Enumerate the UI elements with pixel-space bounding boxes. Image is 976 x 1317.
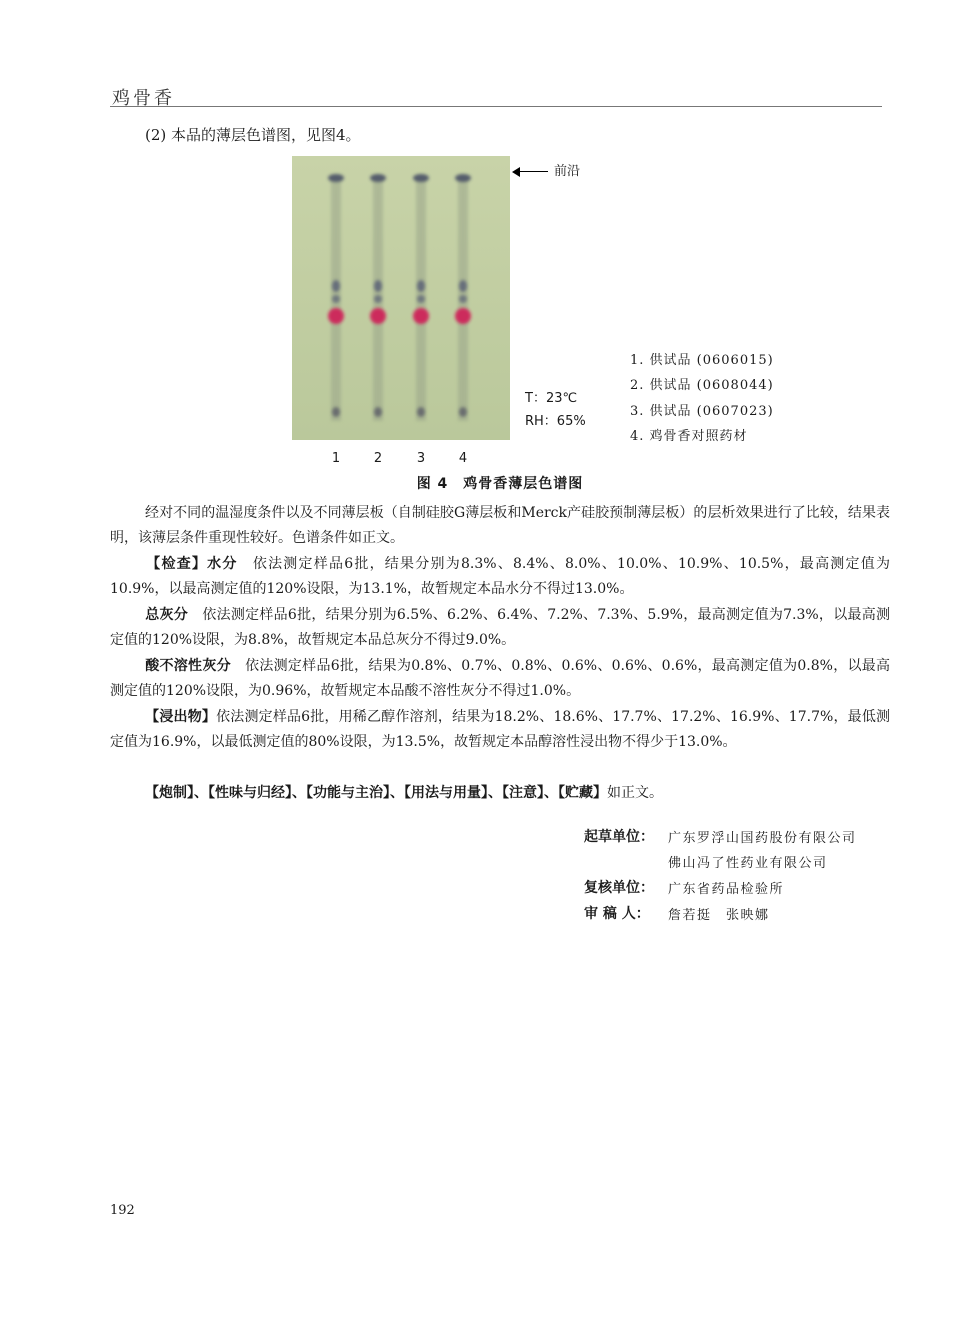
paragraph-text: 如正文。 [607, 785, 663, 801]
front-label: 前沿 [554, 164, 581, 179]
reviewers-label: 审 稿 人： [584, 906, 650, 922]
running-header: 鸡骨香 [112, 88, 175, 109]
paragraph-text: 依法测定样品6批，结果分别为8.3%、8.4%、8.0%、10.0%、10.9%、10.5%，最高测定值为10.9%，以最高测定值的120%设限，为13.1%，故暂规定本品水分不得过13.0%。 [110, 556, 890, 598]
front-spot [413, 174, 429, 182]
band-spot [417, 280, 425, 292]
lane-number: 1 [331, 451, 341, 466]
paragraph-total-ash [110, 603, 890, 654]
lane-number: 2 [373, 451, 383, 466]
band-spot [332, 280, 340, 292]
front-spot [455, 174, 471, 182]
page-number: 192 [110, 1203, 135, 1218]
review-unit-label: 复核单位： [584, 880, 654, 896]
paragraph-text: 依法测定样品6批，结果分别为6.5%、6.2%、6.4%、7.2%、7.3%、5.9%，最高测定值为7.3%，以最高测定值的120%设限，为8.8%，故暂规定本品总灰分不得过9.0%。 [110, 607, 890, 649]
band-spot [417, 295, 425, 303]
drafting-unit-value: 佛山冯了性药业有限公司 [668, 856, 828, 871]
paragraph-other-sections [110, 781, 890, 806]
paragraph-comparison [110, 501, 890, 552]
paragraph-text: 依法测定样品6批，结果为0.8%、0.7%、0.8%、0.6%、0.6%、0.6%，最高测定值为0.8%，以最高测定值的120%设限，为0.96%，故暂规定本品酸不溶性灰分不得过1.0%。 [110, 658, 890, 700]
front-spot [328, 174, 344, 182]
review-unit-value: 广东省药品检验所 [668, 882, 785, 897]
red-spot [455, 308, 471, 324]
paragraph-text: 依法测定样品6批，用稀乙醇作溶剂，结果为18.2%、18.6%、17.7%、17.2%、16.9%、17.7%，最低测定值为16.9%，以最低测定值的80%设限，为13.5%，故暂规定本品醇溶性浸出物不得少于13.0%。 [110, 709, 890, 751]
lane-number: 4 [458, 451, 468, 466]
drafting-unit-label: 起草单位： [584, 829, 654, 845]
band-spot [459, 295, 467, 303]
lane-number: 3 [416, 451, 426, 466]
legend-item: 1. 供试品 (0606015) [630, 353, 774, 368]
red-spot [370, 308, 386, 324]
band-spot [332, 295, 340, 303]
origin-spot [417, 407, 425, 417]
band-spot [374, 295, 382, 303]
legend-item: 4. 鸡骨香对照药材 [630, 429, 748, 444]
section-label: 酸不溶性灰分 [145, 658, 231, 674]
paragraph-text: 经对不同的温湿度条件以及不同薄层板（自制硅胶G薄层板和Merck产硅胶预制薄层板）的层析效果进行了比较，结果表明，该薄层条件重现性较好。色谱条件如正文。 [110, 505, 890, 547]
condition-humidity: RH：65% [525, 414, 586, 429]
section-label: 【炮制】、【性味与归经】、【功能与主治】、【用法与用量】、【注意】、【贮藏】 [145, 785, 607, 801]
red-spot [413, 308, 429, 324]
red-spot [328, 308, 344, 324]
section-label: 总灰分 [145, 607, 189, 623]
tlc-plate-image [292, 156, 510, 440]
drafting-unit-value: 广东罗浮山国药股份有限公司 [668, 831, 857, 846]
origin-spot [459, 407, 467, 417]
solvent-front-marker [512, 160, 580, 179]
condition-temperature: T：23℃ [525, 391, 578, 406]
reviewers-value: 詹若挺 张映娜 [668, 908, 770, 923]
front-spot [370, 174, 386, 182]
paragraph-acid-insoluble-ash [110, 654, 890, 705]
origin-spot [374, 407, 382, 417]
section-label: 【浸出物】 [145, 709, 217, 725]
figure-caption: 图 4 鸡骨香薄层色谱图 [416, 476, 584, 492]
origin-spot [332, 407, 340, 417]
band-spot [374, 280, 382, 292]
paragraph-moisture [110, 552, 890, 603]
section-intro: (2) 本品的薄层色谱图，见图4。 [145, 126, 361, 144]
header-rule [110, 106, 882, 107]
section-label: 【检查】水分 [145, 556, 238, 572]
legend-item: 2. 供试品 (0608044) [630, 378, 774, 393]
legend-item: 3. 供试品 (0607023) [630, 404, 774, 419]
band-spot [459, 280, 467, 292]
paragraph-extractives [110, 705, 890, 756]
